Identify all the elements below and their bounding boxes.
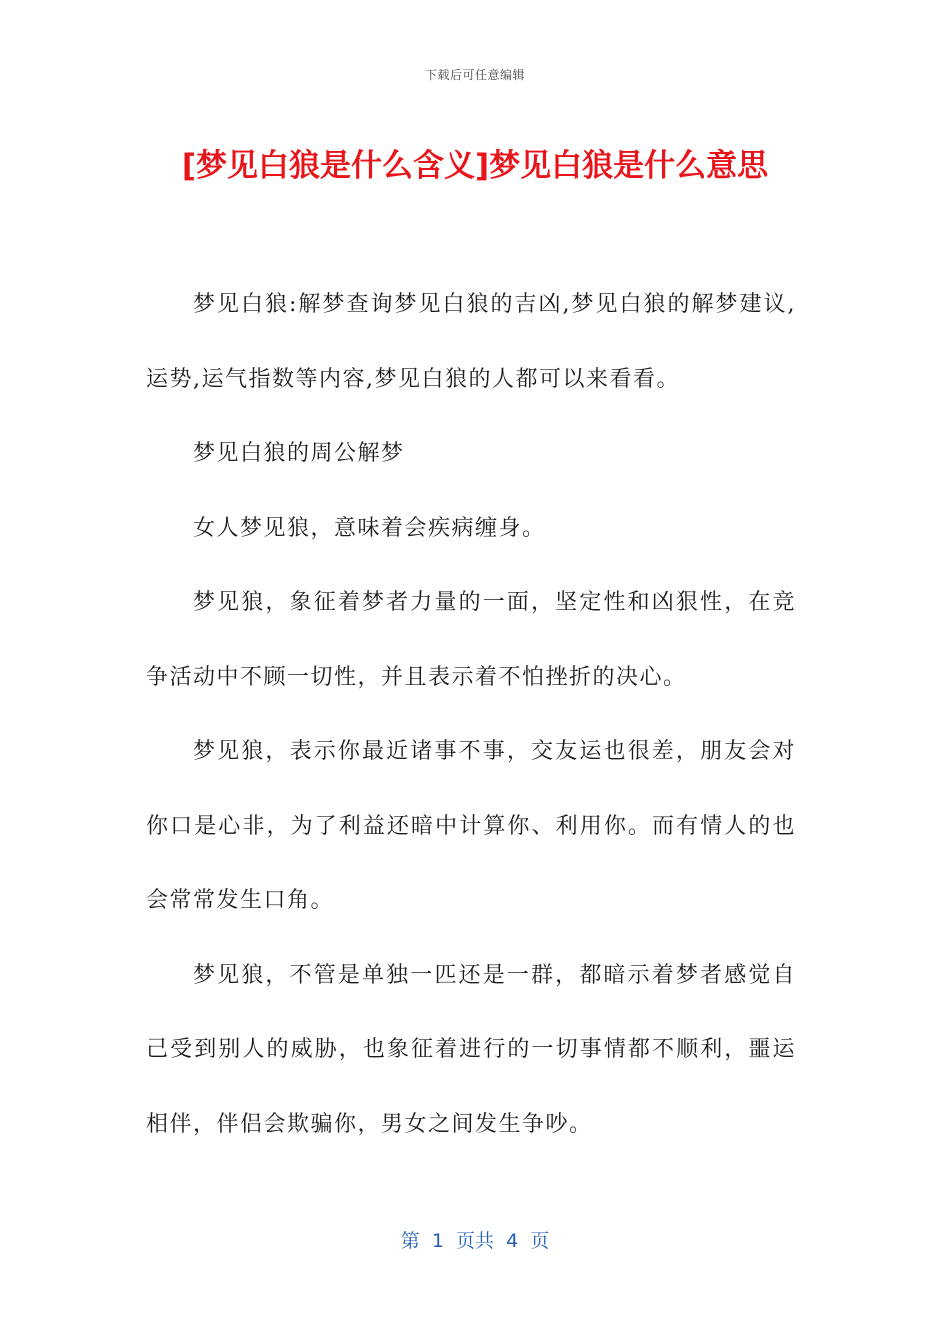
document-title: [梦见白狼是什么含义]梦见白狼是什么意思: [181, 148, 769, 184]
header-note: 下载后可任意编辑: [424, 68, 525, 82]
paragraph: 梦见白狼的周公解梦: [193, 441, 405, 466]
paragraph: 梦见狼，不管是单独一匹还是一群，都暗示着梦者感觉自己受到别人的威胁，也象征着进行的一切事情都不顺利，噩运相伴，伴侣会欺骗你，男女之间发生争吵。: [146, 962, 796, 1137]
paragraph: 梦见狼，表示你最近诸事不事，交友运也很差，朋友会对你口是心非，为了利益还暗中计算你、利用你。而有情人的也会常常发生口角。: [146, 739, 796, 913]
paragraph: 梦见狼，象征着梦者力量的一面，坚定性和凶狠性，在竞争活动中不顾一切性，并且表示着不怕挫折的决心。: [146, 590, 796, 690]
paragraph: 女人梦见狼，意味着会疾病缠身。: [193, 515, 546, 541]
paragraph: 梦见白狼:解梦查询梦见白狼的吉凶,梦见白狼的解梦建议,运势,运气指数等内容,梦见白狼的人都可以来看看。: [146, 292, 796, 392]
document-body: [146, 268, 796, 1162]
page-footer: 第 1 页共 4 页: [400, 1230, 550, 1252]
